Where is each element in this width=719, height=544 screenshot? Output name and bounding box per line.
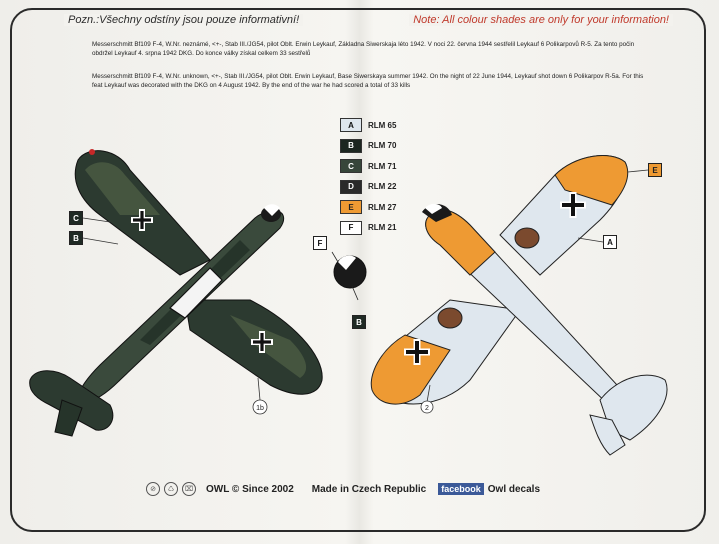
callout-top-c: C	[69, 211, 83, 225]
owl-decals: Owl decals	[487, 483, 541, 495]
recycle-icon: ♺	[164, 482, 178, 496]
legend-swatch: C	[340, 159, 362, 173]
description-czech: Messerschmitt Bf109 F-4, W.Nr. neznámé, <+-, Stab III./JG54, pilot Oblt. Erwin Leykauf, Základna Siwerskaja léto 1942. V noci 22. června 1944 sestřelil Leykauf 6 Polikarpovů R-5. Za tento počin obdržel Leykauf 4. srpna 1942 DKG. Do konce války získal celkem 33 sestřelů	[92, 41, 635, 57]
callout-bottom-a: A	[603, 235, 617, 249]
top-view-aircraft	[30, 149, 323, 436]
legend-swatch: B	[340, 139, 362, 153]
legend-label: RLM 21	[368, 223, 397, 233]
description-english: Messerschmitt Bf109 F-4, W.Nr. unknown, <+-, Stab III./JG54, pilot Oblt. Erwin Leykauf, Base Siwerskaya summer 1942. On the night of 22 June 1944, Leykauf shot down 6 Polikarpov R-5a. For this feat Leykauf was decorated with the DKG on 4 August 1942. By the end of the war he had scored a total of 33 kills	[92, 73, 644, 89]
legend-row-rlm21	[340, 219, 396, 237]
bottom-view-aircraft	[371, 156, 667, 455]
callout-top-b: B	[69, 231, 83, 245]
note-czech: Pozn.:Všechny odstíny jsou pouze informativní!	[64, 14, 303, 26]
callout-bottom-e: E	[648, 163, 662, 177]
legend-swatch: E	[340, 200, 362, 214]
note-english: Note: All colour shades are only for your information!	[409, 14, 673, 26]
legend-row-rlm65	[340, 116, 396, 134]
facebook-badge[interactable]: facebook	[438, 483, 484, 495]
legend-row-rlm22	[340, 178, 396, 196]
legend-label: RLM 22	[368, 182, 397, 192]
colour-legend	[340, 116, 396, 240]
legend-label: RLM 65	[368, 120, 397, 130]
legend-swatch: F	[340, 221, 362, 235]
legend-row-rlm27	[340, 198, 396, 216]
legend-swatch: D	[340, 180, 362, 194]
made-in: Made in Czech Republic	[311, 483, 427, 495]
legend-row-rlm70	[340, 137, 396, 155]
no-children-icon: ⊘	[146, 482, 160, 496]
callout-spinner-f: F	[313, 236, 327, 250]
recycle-icons	[146, 482, 196, 496]
legend-label: RLM 27	[368, 202, 397, 212]
callout-spinner-b: B	[352, 315, 366, 329]
legend-label: RLM 71	[368, 161, 397, 171]
legend-row-rlm71	[340, 157, 396, 175]
footer	[146, 482, 540, 496]
legend-label: RLM 70	[368, 141, 397, 151]
spinner-front-view	[332, 252, 366, 300]
ref-label-bottom: 2	[425, 405, 429, 412]
trash-bin-icon: ⌧	[182, 482, 196, 496]
ref-label-top: 1b	[256, 405, 264, 412]
legend-swatch: A	[340, 118, 362, 132]
owl-brand: OWL © Since 2002	[206, 483, 294, 495]
